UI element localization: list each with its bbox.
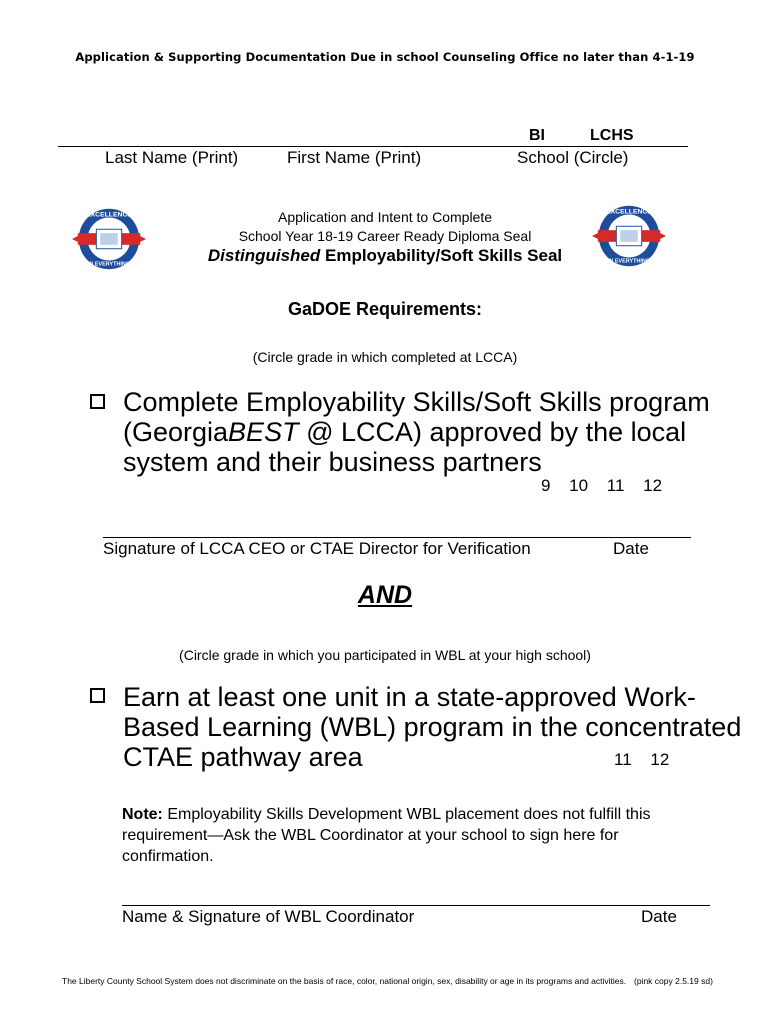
- note-line-2: requirement—Ask the WBL Coordinator at your school to sign here for: [122, 827, 619, 844]
- note-line-1: [122, 804, 722, 825]
- note-line-1-text: Employability Skills Development WBL placement does not fulfill this: [162, 806, 651, 823]
- req1-signature-label: Signature of LCCA CEO or CTAE Director for Verification: [103, 539, 531, 558]
- title-line-2: School Year 18-19 Career Ready Diploma Seal: [238, 228, 532, 244]
- req1-line-3: system and their business partners: [123, 447, 542, 477]
- seal-bottom-text: IN EVERYTHING: [87, 261, 131, 268]
- title-line-1: Application and Intent to Complete: [277, 209, 493, 225]
- title-seal-name: Employability/Soft Skills Seal: [320, 246, 563, 265]
- seal-bottom-text: IN EVERYTHING: [607, 258, 651, 265]
- req2-checkbox[interactable]: [90, 688, 105, 703]
- name-line[interactable]: [58, 146, 688, 147]
- wbl-signature-line[interactable]: [122, 905, 710, 906]
- school-label: School (Circle): [517, 148, 629, 167]
- wbl-note: [122, 804, 722, 867]
- due-date-notice: Application & Supporting Documentation Due in school Counseling Office no later than 4-1-19: [75, 50, 695, 64]
- wbl-date-label: Date: [641, 907, 677, 926]
- seal-top-text: EXCELLENCE: [86, 211, 132, 219]
- note-label: Note:: [122, 806, 163, 823]
- wbl-signature-label: Name & Signature of WBL Coordinator: [122, 907, 415, 926]
- req2-line-2: Based Learning (WBL) program in the concentrated: [123, 712, 742, 742]
- req1-line-2: [123, 417, 710, 447]
- req1-line-2-post: @ LCCA) approved by the local: [298, 417, 687, 447]
- req2-grade-options[interactable]: 11 12: [614, 750, 670, 769]
- req1-line-2-pre: (Georgia: [123, 417, 229, 447]
- req1-signature-line[interactable]: [103, 537, 691, 538]
- req2-line-3: CTAE pathway area: [123, 742, 363, 772]
- school-option-lchs[interactable]: LCHS: [590, 127, 634, 144]
- seal-top-text: EXCELLENCE: [606, 208, 652, 216]
- and-divider: AND: [357, 581, 413, 609]
- req1-text: [123, 387, 710, 477]
- copy-note: (pink copy 2.5.19 sd): [634, 976, 713, 986]
- req1-date-label: Date: [613, 539, 649, 558]
- title-line-3: [0, 246, 770, 266]
- non-discrimination-disclaimer: The Liberty County School System does not discriminate on the basis of race, color, national origin, sex, disability or age in its programs and activities.: [62, 976, 627, 986]
- school-option-bi[interactable]: BI: [529, 127, 545, 144]
- req2-line-1: Earn at least one unit in a state-approved Work-: [123, 682, 696, 712]
- req1-instruction: (Circle grade in which completed at LCCA): [252, 349, 518, 365]
- req2-instruction: (Circle grade in which you participated in WBL at your high school): [179, 647, 591, 663]
- last-name-label: Last Name (Print): [105, 148, 239, 167]
- req1-checkbox[interactable]: [90, 394, 105, 409]
- req1-best: BEST: [228, 417, 299, 447]
- note-line-3: confirmation.: [122, 848, 214, 865]
- req1-line-1: Complete Employability Skills/Soft Skills program: [123, 387, 710, 417]
- requirements-heading: GaDOE Requirements:: [287, 299, 483, 319]
- req1-grade-options[interactable]: 9 10 11 12: [541, 476, 663, 495]
- title-distinguished: Distinguished: [207, 246, 321, 265]
- first-name-label: First Name (Print): [287, 148, 422, 167]
